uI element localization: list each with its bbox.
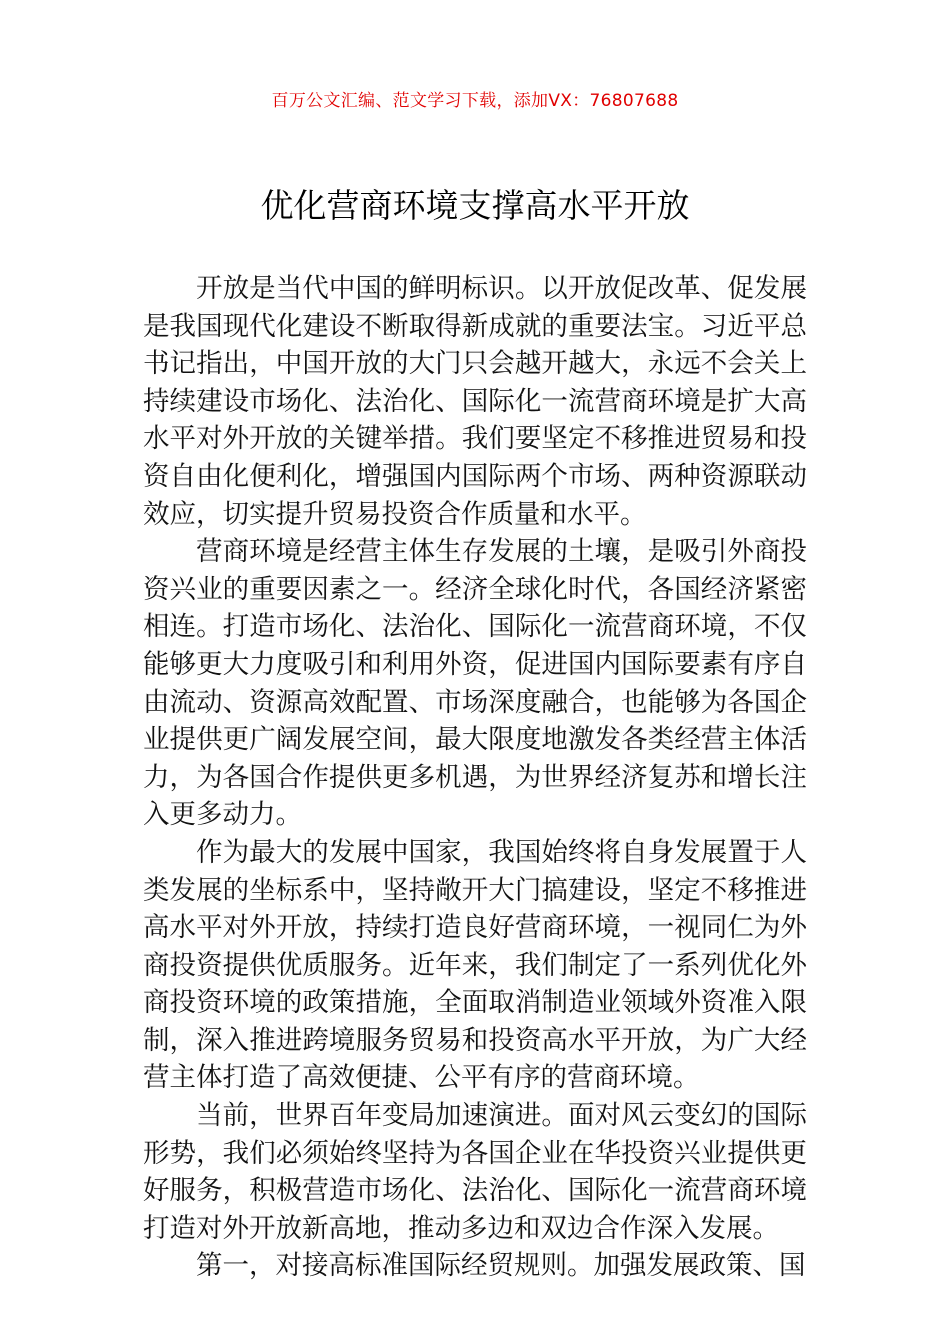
paragraph: 开放是当代中国的鲜明标识。以开放促改革、促发展是我国现代化建设不断取得新成就的重要法宝。习近平总书记指出，中国开放的大门只会越开越大，永远不会关上持续建设市场化、法治化、国际化一流营商环境是扩大高水平对外开放的关键举措。我们要坚定不移推进贸易和投资自由化便利化，增强国内国际两个市场、两种资源联动效应，切实提升贸易投资合作质量和水平。: [143, 273, 807, 530]
document-body: [143, 270, 807, 1285]
document-title: 优化营商环境支撑高水平开放: [260, 186, 690, 225]
header-note: 百万公文汇编、范文学习下载，添加VX：76807688: [271, 91, 679, 111]
paragraph: 作为最大的发展中国家，我国始终将自身发展置于人类发展的坐标系中，坚持敞开大门搞建设，坚定不移推进高水平对外开放，持续打造良好营商环境，一视同仁为外商投资提供优质服务。近年来，我们制定了一系列优化外商投资环境的政策措施，全面取消制造业领域外资准入限制，深入推进跨境服务贸易和投资高水平开放，为广大经营主体打造了高效便捷、公平有序的营商环境。: [143, 836, 807, 1094]
paragraph: 第一，对接高标准国际经贸规则。加强发展政策、国: [196, 1250, 806, 1282]
paragraph: 当前，世界百年变局加速演进。面对风云变幻的国际形势，我们必须始终坚持为各国企业在华投资兴业提供更好服务，积极营造市场化、法治化、国际化一流营商环境打造对外开放新高地，推动多边和双边合作深入发展。: [143, 1100, 807, 1244]
paragraph: 营商环境是经营主体生存发展的土壤，是吸引外商投资兴业的重要因素之一。经济全球化时代，各国经济紧密相连。打造市场化、法治化、国际化一流营商环境，不仅能够更大力度吸引和利用外资，促进国内国际要素有序自由流动、资源高效配置、市场深度融合，也能够为各国企业提供更广阔发展空间，最大限度地激发各类经营主体活力，为各国合作提供更多机遇，为世界经济复苏和增长注入更多动力。: [143, 536, 807, 831]
